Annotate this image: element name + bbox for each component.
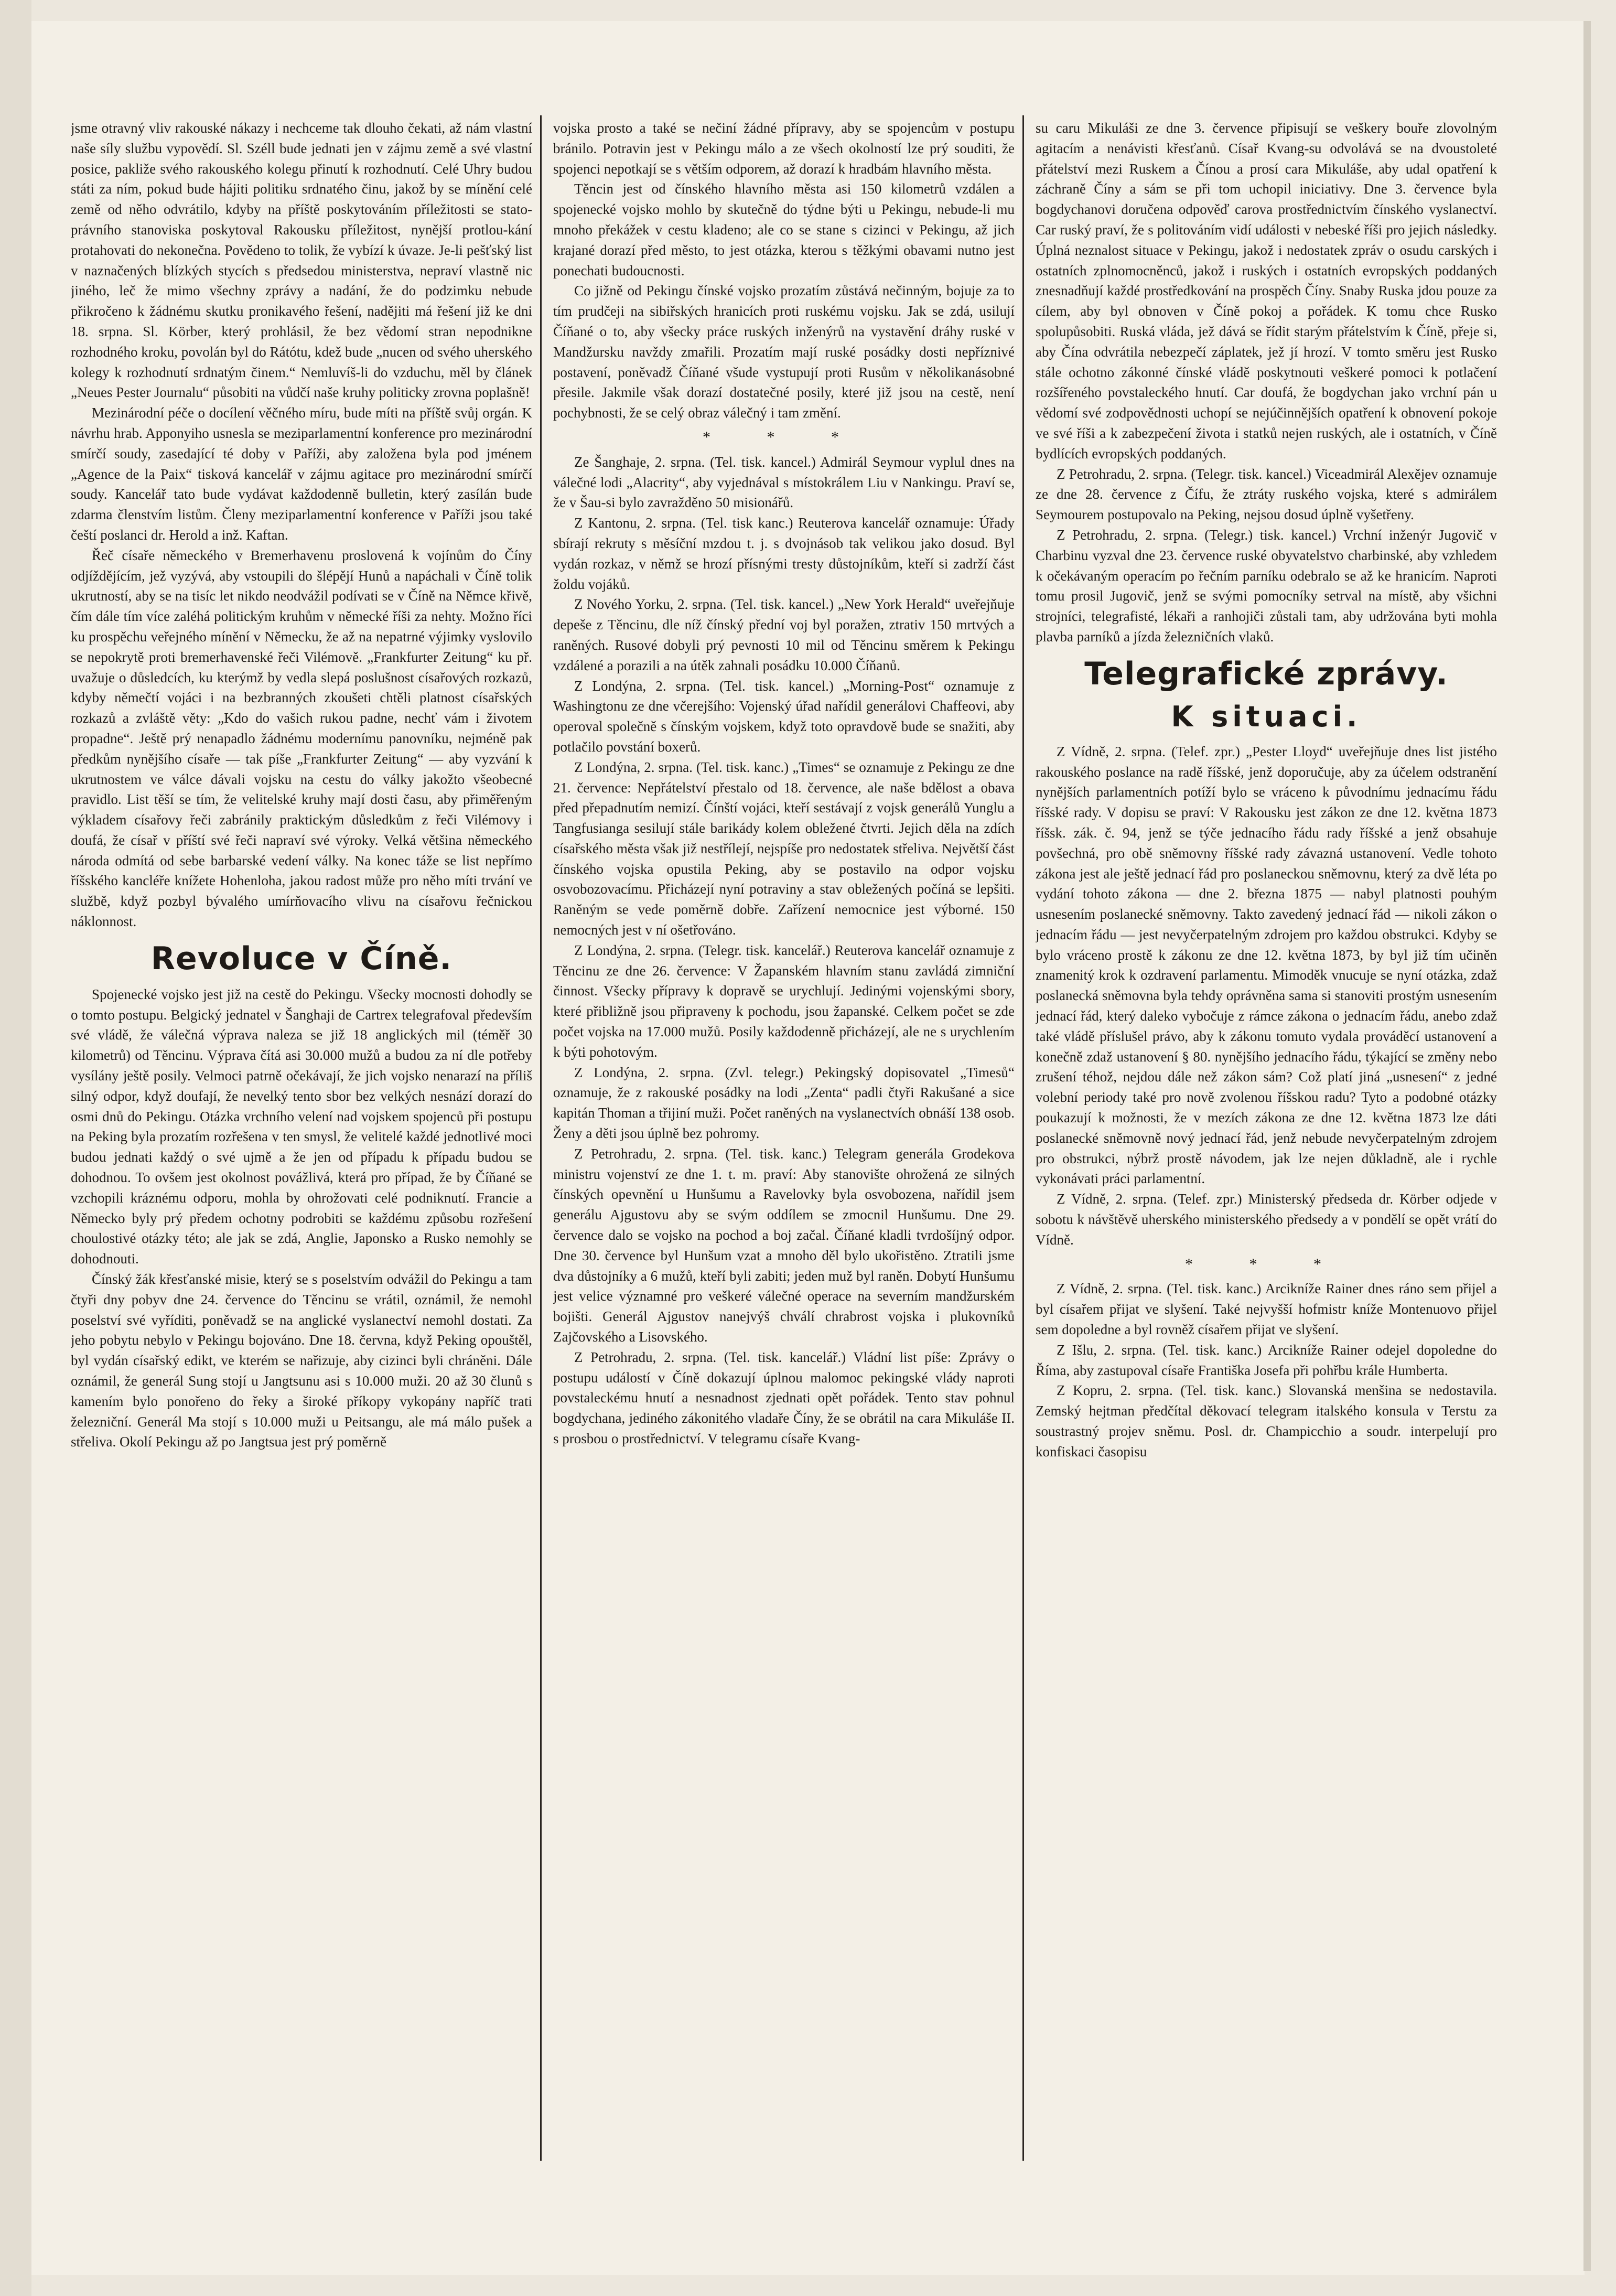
news-item: Z Londýna, 2. srpna. (Tel. tisk. kancel.) „Morning-Post“ oznamuje z Washingtonu ze dne včerejšího: Vojenský úřad nařídil generálovi Chaffeovi, aby operoval společně s čínským vojskem, když toto opravdově bude se snažiti, aby potlačilo povstání boxerů. xyxy=(553,678,1015,755)
news-item: Z Londýna, 2. srpna. (Telegr. tisk. kancelář.) Reuterova kancelář oznamuje z Těncinu ze dne 26. července: V Žapanském hlavním stanu zavládá zimniční činnost. Všecky přípravy k dopravě se urychlují. Jedinými vojenskými sbory, které přibližně jsou připraveny k pochodu, jsou žapanské. Celkem počet se zde počet vojska na 17.000 mužů. Posily každodenně přicházejí, ale ne s urychlením k býti pohotovým. xyxy=(553,942,1015,1060)
news-item: Z Kantonu, 2. srpna. (Tel. tisk kanc.) Reuterova kancelář oznamuje: Úřady sbírají rekruty s měsíční mzdou t. j. s dvojnásob tak velikou jako dosud. Byl vydán rozkaz, v němž se hrozí přísnými tresty důstojníkům, kteří si zadrží část žoldu vojáků. xyxy=(553,515,1015,592)
news-item: Z Petrohradu, 2. srpna. (Telegr.) tisk. kancel.) Vrchní inženýr Jugovič v Charbinu vyzval dne 23. července ruské obyvatelstvo charbinské, aby vzhledem k očekávaným operacím po řečním parníku odebralo se až ke hranicím. Naproti tomu prosil Jugovič, jenž se svými pomocníky setrval na místě, aby všichni strojníci, telegrafisté, lékaři a ranhojiči zůstali tam, aby udržována byti mohla plavba parníků a jízda železničních vlaků. xyxy=(1036,527,1497,645)
news-item: Z Petrohradu, 2. srpna. (Tel. tisk. kanc.) Telegram generála Grodekova ministru vojenství ze dne 1. t. m. praví: Aby stanovište ohrožená ze silných čínských opevnění u Hunšumu a Ravelovky byla osvobozena, nařídil jsem generálu Ajgustovu aby se svým oddílem se zmocnil Hunšumu. Dne 29. července dalo se vojsko na pochod a boj začal. Číňané kladli tvrdošíjný odpor. Dne 30. července byl Hunšum vzat a mnoho děl bylo ukořistěno. Ztratili jsme dva důstojníky a 6 mužů, kteří byli zabiti; jeden muž byl raněn. Dobytí Hunšumu jest velice významné pro veškeré válečné operace na severním mandžurském bojišti. Generál Ajgustov nanejvýš chválí chrabrost vojska i plukovníků Zajčovského a Lisovského. xyxy=(553,1145,1015,1345)
heading-revoluce: Revoluce v Číně. xyxy=(150,940,453,977)
col2-paragraph-2: Těncin jest od čínského hlavního města asi 150 kilometrů vzdálen a spojenecké vojsko mohlo by skutečně do týdne býti u Pekingu, nebude-li mu mnoho překážek v cestu kladeno; ale co se stane s cizinci v Pekingu, až jich krajané dorazí před město, to jest otázka, kterou s těžkými obavami nutno jest ponechati budoucnosti. xyxy=(553,181,1015,278)
news-item: Z Išlu, 2. srpna. (Tel. tisk. kanc.) Arcikníže Rainer odejel dopoledne do Říma, aby zastupoval císaře Františka Josefa při pohřbu krále Humberta. xyxy=(1036,1342,1497,1378)
news-item: Z Londýna, 2. srpna. (Zvl. telegr.) Pekingský dopisovatel „Timesů“ oznamuje, že z rakouské posádky na lodi „Zenta“ padli čtyři Rakušané a sice kapitán Thoman a třijiní muži. Počet raněných na vyslanectvích obnáší 138 osob. Ženy a děti jsou úplně bez pohromy. xyxy=(553,1064,1015,1142)
section-separator: * * * xyxy=(703,428,865,446)
col3-paragraph-1: su caru Mikuláši ze dne 3. července připisují se veškery bouře zlovolným agitacím a nenávisti křesťanů. Císař Kvang-su odvolává se na dvoustoleté přátelství mezi Ruskem a Čínou a prosí cara Mikuláše, aby udal opatření k záchraně Číny a sám se při tom uchopil iniciativy. Dne 3. července byla bogdychanovi doručena odpověď carova prostřednictvím čínského vyslanectví. Car ruský praví, že s politováním vidí události v nebeské říši pro jejich následky. Úplná neznalost situace v Pekingu, jakož i nedostatek zpráv o osudu carských i ostatních zplnomocněnců, jakož i ruských i ostatních evropských poddaných znesnadňují každé prostředkování na prospěch Číny. Snaby Ruska jdou pouze za cílem, aby byl obnoven v Číně pokoj a pořádek. K tomu chce Rusko spolupůsobiti. Ruská vláda, jež dává se řídit starým přátelstvím k Číně, přeje si, aby Čína odvrátila nebezpečí záplatek, jež jí hrozí. V tomto směru jest Rusko stále ochotno zákonné čínské vládě poskytnouti veškeré pomoci k potlačení rozšířeného povstaleckého hnutí. Car doufá, že bogdychan jako vrchní pán u vědomí své zodpovědnosti uchopí se nejúčinnějších opatření k obnovení pokoje ve své říši a k zabezpečení života i statků nejen ruských, ale i ostatních, v Číně bydlících evropských poddaných. xyxy=(1036,120,1497,462)
news-item: Z Vídně, 2. srpna. (Tel. tisk. kanc.) Arcikníže Rainer dnes ráno sem přijel a byl císařem přijat ve slyšení. Také nejvyšší hofmistr kníže Montenuovo přijel sem dopoledne a byl rovněž císařem přijat ve slyšení. xyxy=(1036,1281,1497,1338)
page-edge-shadow xyxy=(0,0,31,2296)
col2-paragraph-3: Co jižně od Pekingu čínské vojsko prozatím zůstává nečinným, bojuje za to tím prudčeji na sibiřských hranicích proti ruskému vojsku. Jak se zdá, usilují Číňané o to, aby všecky práce ruských inženýrů na vystavění dráhy ruské v Mandžursku navždy zmařili. Prozatím mají ruské posádky dosti nepříznivé postavení, poněvadž Číňané všude vystupují proti Rusům v několikanásobné přesile. Jakmile však dorazí dostatečné posily, které již jsou na cestě, není pochybnosti, že se celý obraz válečný i tam změní. xyxy=(553,283,1015,421)
column-1 xyxy=(71,118,532,2163)
news-item: Z Vídně, 2. srpna. (Telef. zpr.) Ministerský předseda dr. Körber odjede v sobotu k návštěvě uherského ministerského předsedy a v pondělí se opět vrátí do Vídně. xyxy=(1036,1191,1497,1248)
column-2 xyxy=(553,118,1015,2163)
news-item: Z Nového Yorku, 2. srpna. (Tel. tisk. kancel.) „New York Herald“ uveřejňuje depeše z Těncinu, dle níž čínský přední voj byl poražen, ztrativ 150 mrtvých a raněných. Rusové dobyli prý pevnosti 10 mil od Těncinu směrem k Pekingu vzdálené a porazili a na útěk zahnali posádku 10.000 Číňanů. xyxy=(553,596,1015,673)
news-item: Z Petrohradu, 2. srpna. (Tel. tisk. kancelář.) Vládní list píše: Zprávy o postupu událostí v Číně dokazují úplnou malomoc pekingské vlády naproti povstaleckému hnutí a nesnadnost zjednati opět pořádek. Tento stav pohnul bogdychana, jediného zákonitého vladaře Číny, že se obrátil na cara Mikuláše II. s prosbou o prostřednictví. V telegramu císaře Kvang- xyxy=(553,1349,1015,1446)
col1-paragraph-1: jsme otravný vliv rakouské nákazy i nechceme tak dlouho čekati, až nám vlastní naše síly službu vypovědí. Sl. Széll bude jednati jen v zájmu země a své vlastní posice, pakliže svého rakouského kolegu přinutí k rozhodnutí. Celé Uhry budou státi za ním, pokud bude hájiti politiku srdnatého činu, jakož by se mínění celé země od něho odvrátilo, kdyby na příště poskytováním příležitosti se stato-právního stanoviska poskytoval Rakousku příležitost, nynější protlou-kání protahovati do nekonečna. Povědeno to tolik, že vybízí k úvaze. Je-li pešťský list v naznačených blízkých stycích s předsedou ministerstva, nepraví vlastně nic jiného, leč že mimo všechny zprávy a nadání, že do podzimku nebude přikročeno k žádnému skutku pronikavého řešení, nadějiti má řešení již ke dni 18. srpna. Sl. Körber, který prohlásil, že bez vědomí stran nepodnikne rozhodného kroku, povolán byl do Rátótu, kdež bude „nucen od svého uherského kolegy k rozhodnutí srdnatým činem.“ Nemluvíš-li do vzduchu, měl by článek „Neues Pester Journalu“ působiti na vůdčí naše kruhy politicky zrovna poplašně! xyxy=(71,120,532,401)
col1-paragraph-2: Mezinárodní péče o docílení věčného míru, bude míti na příště svůj orgán. K návrhu hrab. Apponyiho usnesla se meziparlamentní konference pro mezinárodní smírčí soudy, zasedající té doby v Paříži, aby založena byla pod jménem „Agence de la Paix“ tisková kancelář v zájmu agitace pro mezinárodní smírčí soudy. Kancelář tato bude vydávat každodenně bulletin, který zasílán bude zdarma členstvím listům. Členy meziparlamentní konference v Paříži jsou také čeští poslanci dr. Herold a inž. Kaftan. xyxy=(71,405,532,543)
news-item: Ze Šanghaje, 2. srpna. (Tel. tisk. kancel.) Admirál Seymour vyplul dnes na válečné lodi „Alacrity“, aby vyjednával s místokrálem Liu v Nankingu. Praví se, že v Šau-si bylo zavražděno 50 misionářů. xyxy=(553,454,1015,511)
col1-paragraph-3: Řeč císaře německého v Bremerhavenu proslovená k vojínům do Číny odjíždějícím, jež vyzývá, aby vstoupili do šlépějí Hunů a napáchali v Číně tolik ukrutností, aby se na tisíc let nikdo neodvážil podívati se v Číně na Němce křivě, čím dále tím více zaléhá politickým kruhům v německé říši za nehty. Možno říci ku prospěchu veřejného mínění v Německu, že až na nepatrné výjimky vyslovilo se nepokrytě proti bremerhavenské řeči Vilémově. „Frankfurter Zeitung“ ku př. uvažuje o důsledcích, ku kterýmž by vedla slepá poslušnost císařových rozkazů, kdyby němečtí vojáci i na bezbranných zkoušeti chtěli platnost císařských rozkazů a zvláště věty: „Kdo do vašich rukou padne, nechť vám i životem propadne“. Ještě prý nenapadlo žádnému modernímu panovníku, nejméně pak předkům nynějšího císaře — tak píše „Frankfurter Zeitung“ — aby vyzvání k ukrutnostem ve válce dávali vojsku na cestu do války jakožto všeobecné pravidlo. List těší se tím, že velitelské kruhy mají dosti času, aby přiměřeným výkladem císařovy řeči zabránily praktickým důsledkům z řeči Vilémovy i doufá, že císař v příští své řeči napraví své výroky. Velká většina německého národa odmítá od sebe barbarské vedení války. Na konec táže se list nepřímo říšského kancléře knížete Hohenloha, jakou radost může pro něho míti trvání ve službě, když pozbyl bývalého umírňovacího vlivu na císařovu řečnickou náklonnost. xyxy=(71,547,532,930)
heading-telegraficke-zpravy: Telegrafické zprávy. xyxy=(1084,655,1448,692)
subheading-k-situaci: K situaci. xyxy=(1171,700,1362,733)
column-rule-2 xyxy=(1022,115,1024,2161)
section-separator: * * * xyxy=(1185,1255,1348,1273)
col1-paragraph-5: Čínský žák křesťanské misie, který se s poselstvím odvážil do Pekingu a tam čtyři dny pobyv dne 24. července do Těncinu se vrátil, oznámil, že nemohl poselství své vyříditi, poněvadž se na anglické vyslanectví nemohl dostati. Za jeho pobytu nebylo v Pekingu bojováno. Dne 18. června, když Peking opouštěl, byl vydán císařský edikt, ve kterém se nařizuje, aby cizinci byli chráněni. Dále oznámil, že generál Sung stojí u Jangtsunu asi s 10.000 muži. 20 až 30 člunů s kamením bylo ponořeno do řeky a široké příkopy vykopány napříč trati železniční. Generál Ma stojí s 10.000 muži u Peitsangu, ale má málo pušek a střeliva. Okolí Pekingu až po Jangtsua jest prý poměrně xyxy=(71,1271,532,1450)
column-3 xyxy=(1036,118,1497,2163)
col2-paragraph-1: vojska prosto a také se nečiní žádné přípravy, aby se spojencům v postupu bránilo. Potravin jest v Pekingu málo a ze všech okolností lze prý souditi, že spojenci nepotkají se s větším odporem, až dorazí k hradbám hlavního města. xyxy=(553,120,1015,177)
news-item: Z Londýna, 2. srpna. (Tel. tisk. kanc.) „Times“ se oznamuje z Pekingu ze dne 21. července: Nepřátelství přestalo od 18. července, ale naše bdělost a obava před přepadnutím nemizí. Čínští vojáci, kteří sestávají z vojsk generálů Yunglu a Tangfusianga sesilují stále barikády kolem obležené čtvrti. Jejich děla na zdích císařského města však již nestřílejí, nejspíše pro nedostatek střeliva. Největší část čínského vojska opustila Peking, aby se postavilo na odpor vojsku osvobozovacímu. Přicházejí nyní potraviny a stav obležených počíná se lepšiti. Raněným se vede poměrně dobře. Zařízení nemocnice jest výborné. 150 nemocných jest v ní ošetřováno. xyxy=(553,759,1015,938)
col1-paragraph-4: Spojenecké vojsko jest již na cestě do Pekingu. Všecky mocnosti dohodly se o tomto postupu. Belgický jednatel v Šanghaji de Cartrex telegrafoval především své vládě, že válečná výprava naleza se již 18 anglických mil (téměř 30 kilometrů) od Těncinu. Výprava čítá asi 30.000 mužů a budou za ní dle potřeby vysílány ještě posily. Velmoci patrně očekávají, že jich vojsko nenarazí na příliš silný odpor, když doufají, že nevelký tento sbor bez velkých nesnází dorazí do osmi dnů do Pekingu. Otázka vrchního velení nad vojskem spojenců při postupu na Peking byla prozatím rozřešena v ten smysl, že velitelé každé jednotlivé moci budou jednati každý o své ujmě a že jen od případu k případu budou se dohodnou. To ovšem jest okolnost povážlivá, která pro případ, že by Číňané se vzchopili kráznému odporu, mohla by ohrožovati celé podniknutí. Francie a Německo byly prý předem ochotny podrobiti se každému způsobu rozřešení choulostivé otázky této; ale jak se zdá, Anglie, Japonsko a Rusko nemohly se dohodnouti. xyxy=(71,986,532,1267)
news-item: Z Petrohradu, 2. srpna. (Telegr. tisk. kancel.) Viceadmirál Alexějev oznamuje ze dne 28. července z Čífu, že ztráty ruského vojska, které s admirálem Seymourem postupovalo na Peking, nejsou dosud úplně vyšetřeny. xyxy=(1036,466,1497,523)
column-rule-1 xyxy=(540,115,542,2161)
page-fold-mark xyxy=(1583,21,1591,2271)
news-item: Z Kopru, 2. srpna. (Tel. tisk. kanc.) Slovanská menšina se nedostavila. Zemský hejtman předčítal děkovací telegram italského konsula v Terstu za soustrastný projev sněmu. Posl. dr. Champicchio a soudr. interpelují pro konfiskaci časopisu xyxy=(1036,1382,1497,1460)
news-item: Z Vídně, 2. srpna. (Telef. zpr.) „Pester Lloyd“ uveřejňuje dnes list jistého rakouského poslance na radě říšské, jenž doporučuje, aby za účelem odstranění nynějších parlamentních potíží bylo se vráceno k původnímu jednacímu řádu říšské rady. V dopisu se praví: V Rakousku jest zákon ze dne 12. května 1873 říšsk. zák. č. 94, jenž se týče jednacího řádu rady říšské a jenž obsahuje povšechná, pro obě sněmovny říšské rady závazná ustanovení. Vedle tohoto zákona jest ale ještě jednací řád pro poslaneckou sněmovnu, který za dvě léta po vydání tohoto zákona — dne 2. března 1875 — nabyl platnosti pouhým usnesením poslanecké sněmovny. Takto zavedený jednací řád — nikoli zákon o jednacím řádu — jest nevyčerpatelným zdrojem pro každou obstrukci. Kdyby se bylo vráceno prostě k zákonu ze dne 12. května 1873, by byl již tím učiněn znamenitý krok k ozdravení parlamentu. Mimoděk vnucuje se nyní otázka, zdaž poslanecká sněmovna byla tehdy oprávněna sama si stanoviti prostým usnesením jednací řád, který daleko vybočuje z rámce zákona o jednacím řádu, anebo zdaž také vládě příslušel právo, aby k zákonu tomuto vydala prováděcí ustanovení a konečně zdaž ustanovení § 80. nynějšího jednacího řádu, týkající se změny nebo zrušení téhož, nejdou dále než zákon sám? Což platí jiná „usnesení“ z jedné volební periody také pro nově zvolenou říšskou radu? Tyto a podobné otázky poukazují k možnosti, že v mezích zákona ze dne 12. května 1873 lze dáti poslanecké sněmovně nový jednací řád, jenž nebude nevyčerpatelným zdrojem pro obstrukci, nýbrž prostě návodem, jak lze nejen důkladně, ale i rychle vykonávati práci parlamentní. xyxy=(1036,743,1497,1187)
